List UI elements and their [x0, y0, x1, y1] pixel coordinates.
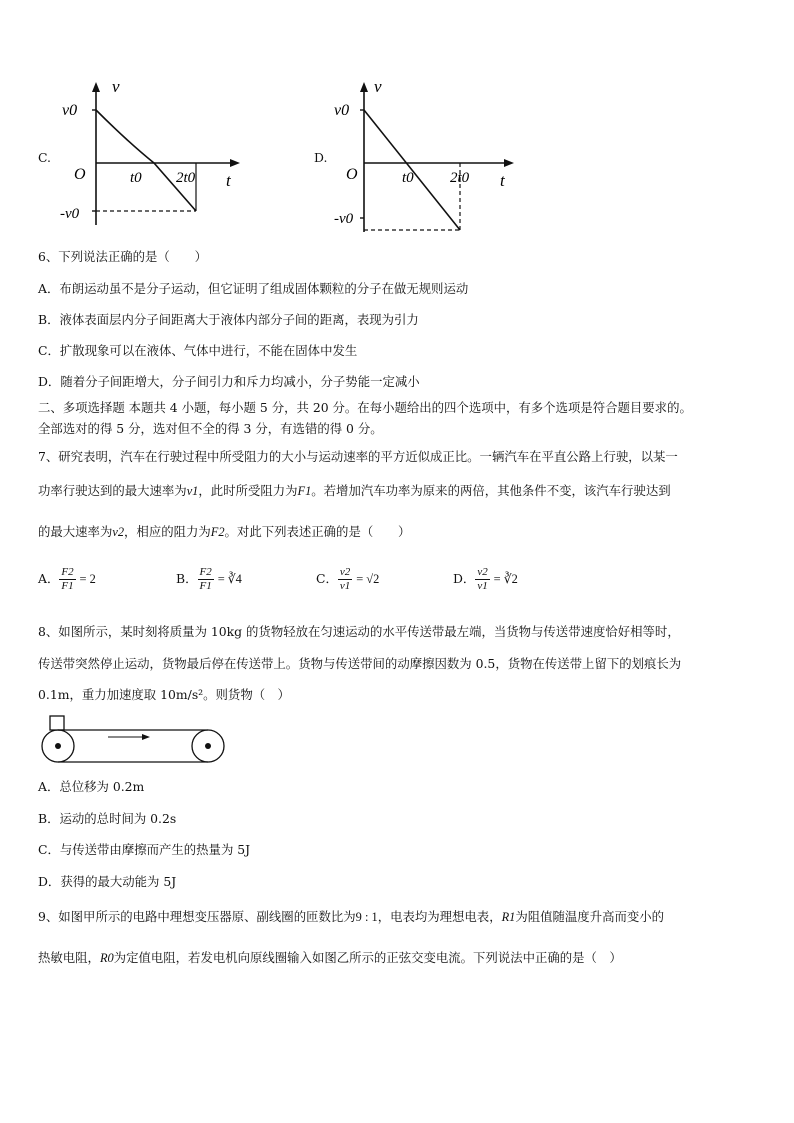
- t0-label: t0: [130, 170, 142, 186]
- q8-line2: 传送带突然停止运动，货物最后停在传送带上。货物与传送带间的动摩擦因数为 0.5，货物在传送带上留下的划痕长为: [38, 656, 682, 671]
- q7-option-c: C． $\frac{v2}{v1}$ = √2: [316, 566, 380, 592]
- q7-line3: 的最大速率为v2，相应的阻力为F2。对此下列表述正确的是（ ）: [38, 524, 411, 539]
- axis-t-label: t: [500, 171, 505, 190]
- q8-option-a: A．总位移为 0.2m: [38, 779, 145, 794]
- origin-label: O: [74, 166, 86, 183]
- v2-symbol: v2: [112, 525, 125, 539]
- F1-symbol: F1: [297, 484, 312, 498]
- two-t0-label: 2t0: [176, 170, 196, 186]
- F2-symbol: F2: [210, 525, 225, 539]
- q6-option-b: B．液体表面层内分子间距离大于液体内部分子间的距离，表现为引力: [38, 312, 419, 327]
- q6-option-c: C．扩散现象可以在液体、气体中进行，不能在固体中发生: [38, 343, 358, 358]
- q8-option-c: C．与传送带由摩擦而产生的热量为 5J: [38, 842, 251, 857]
- section2-instructions-line2: 全部选对的得 5 分，选对但不全的得 3 分，有选错的得 0 分。: [38, 421, 383, 436]
- q7-option-d: D． $\frac{v2}{v1}$ = ∛2: [453, 566, 518, 592]
- q8-line1: 8、如图所示，某时刻将质量为 10kg 的货物轻放在匀速运动的水平传送带最左端，当货物与传送带速度恰好相等时，: [38, 624, 680, 639]
- axis-v-label: v: [374, 80, 382, 96]
- two-t0-label: 2t0: [450, 170, 470, 186]
- q7-line1: 7、研究表明，汽车在行驶过程中所受阻力的大小与运动速率的平方近似成正比。一辆汽车在平直公路上行驶，以某一: [38, 449, 678, 464]
- R1-symbol: R1: [501, 910, 516, 924]
- option-d-label: D.: [314, 150, 328, 165]
- axis-v-label: v: [112, 80, 120, 96]
- v0-label: v0: [334, 102, 350, 119]
- q7-option-b: B． $\frac{F2}{F1}$ = ∛4: [176, 566, 242, 592]
- conveyor-belt-diagram: [38, 714, 228, 770]
- neg-v0-label: -v0: [334, 211, 354, 227]
- turns-ratio: 9 : 1: [355, 910, 378, 924]
- q8-option-b: B．运动的总时间为 0.2s: [38, 811, 177, 826]
- v1-symbol: v1: [186, 484, 199, 498]
- cargo-box: [50, 716, 64, 730]
- q7-line2: 功率行驶达到的最大速率为v1，此时所受阻力为F1。若增加汽车功率为原来的两倍，其他条件不变，该汽车行驶达到: [38, 483, 671, 498]
- axis-t-label: t: [226, 171, 231, 190]
- section2-instructions-line1: 二、多项选择题 本题共 4 小题，每小题 5 分，共 20 分。在每小题给出的四个选项中，有多个选项是符合题目要求的。: [38, 400, 692, 415]
- q8-line3: 0.1m，重力加速度取 10m/s²。则货物（ ）: [38, 687, 290, 702]
- velocity-time-graph-c: [58, 80, 248, 240]
- q8-option-d: D．获得的最大动能为 5J: [38, 874, 177, 889]
- origin-label: O: [346, 166, 358, 183]
- q9-line2: 热敏电阻，R0为定值电阻，若发电机向原线圈输入如图乙所示的正弦交变电流。下列说法中正确的是（ ）: [38, 950, 622, 965]
- q6-stem: 6、下列说法正确的是（ ）: [38, 249, 207, 264]
- neg-v0-label: -v0: [60, 206, 80, 222]
- v0-label: v0: [62, 102, 78, 119]
- velocity-time-graph-d: [334, 80, 524, 240]
- q9-line1: 9、如图甲所示的电路中理想变压器原、副线圈的匝数比为9 : 1，电表均为理想电表，R1为阻值随温度升高而变小的: [38, 909, 665, 924]
- R0-symbol: R0: [99, 951, 114, 965]
- q7-option-a: A． $\frac{F2}{F1}$ = 2: [38, 566, 96, 592]
- option-c-label: C.: [38, 150, 51, 165]
- q6-option-a: A．布朗运动虽不是分子运动，但它证明了组成固体颗粒的分子在做无规则运动: [38, 281, 469, 296]
- t0-label: t0: [402, 170, 414, 186]
- q6-option-d: D．随着分子间距增大，分子间引力和斥力均减小，分子势能一定减小: [38, 374, 420, 389]
